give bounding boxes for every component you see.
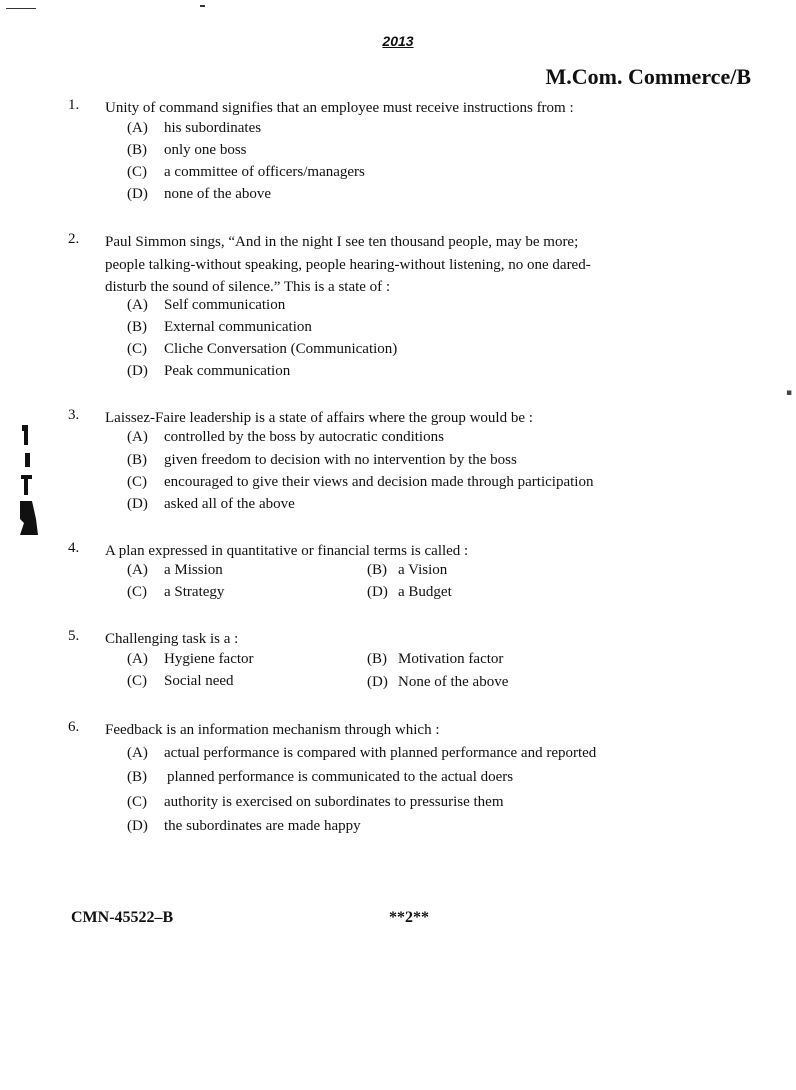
option-a <box>127 562 223 579</box>
option-text: a Mission <box>164 562 223 578</box>
option-label: (B) <box>127 319 147 335</box>
option-c <box>127 164 365 181</box>
option-text: Hygiene factor <box>164 651 254 667</box>
question-text: A plan expressed in quantitative or financial terms is called : <box>105 543 469 559</box>
option-text: the subordinates are made happy <box>164 818 361 834</box>
option-label: (B) <box>127 452 147 468</box>
option-label: (B) <box>127 142 147 158</box>
option-b <box>367 562 447 579</box>
option-d <box>127 363 290 380</box>
option-label: (B) <box>127 769 147 785</box>
option-label: (D) <box>367 584 388 600</box>
option-a <box>127 745 596 762</box>
option-label: (A) <box>127 562 148 578</box>
option-text: controlled by the boss by autocratic conditions <box>164 429 444 445</box>
option-text: a committee of officers/managers <box>164 164 365 180</box>
option-text: Motivation factor <box>398 651 504 667</box>
scan-artifact-line <box>6 8 36 9</box>
option-c <box>127 474 593 491</box>
option-b <box>367 651 503 668</box>
option-b <box>127 452 517 469</box>
option-label: (A) <box>127 297 148 313</box>
option-text: asked all of the above <box>164 496 295 512</box>
option-c <box>127 584 224 601</box>
option-label: (C) <box>127 584 147 600</box>
option-label: (D) <box>367 674 388 690</box>
question-text: Paul Simmon sings, “And in the night I see ten thousand people, may be more; people talking-without speaking, people hearing-without listening, no one dared-disturb the sound of silence.” This is a state of : <box>105 234 591 295</box>
scan-artifact-dot <box>200 5 205 7</box>
option-label: (A) <box>127 745 148 761</box>
exam-year: 2013 <box>382 33 414 49</box>
option-text: a Budget <box>398 584 452 600</box>
option-label: (A) <box>127 429 148 445</box>
option-d <box>367 584 452 601</box>
question-number: 1. <box>68 97 80 113</box>
question-number: 2. <box>68 231 80 247</box>
option-text: none of the above <box>164 186 272 202</box>
option-label: (D) <box>127 363 148 379</box>
option-label: (C) <box>127 673 147 689</box>
option-a <box>127 429 444 446</box>
question-number: 4. <box>68 540 80 556</box>
option-label: (C) <box>127 164 147 180</box>
option-label: (D) <box>127 186 148 202</box>
option-b <box>127 142 247 159</box>
option-text: External communication <box>164 319 312 335</box>
option-label: (C) <box>127 474 147 490</box>
option-text: Peak communication <box>164 363 291 379</box>
option-c <box>127 673 234 690</box>
page-number: **2** <box>389 909 429 926</box>
option-text: None of the above <box>398 674 509 690</box>
question-text: Feedback is an information mechanism through which : <box>105 722 440 738</box>
question-number: 6. <box>68 719 80 735</box>
option-label: (D) <box>127 818 148 834</box>
option-c <box>127 341 397 358</box>
paper-code: CMN-45522–B <box>71 909 174 926</box>
option-text: a Vision <box>398 562 448 578</box>
option-label: (A) <box>127 651 148 667</box>
option-label: (B) <box>367 651 387 667</box>
scan-artifact-right: ▪ <box>786 388 793 398</box>
option-text: only one boss <box>164 142 247 158</box>
course-title: M.Com. Commerce/B <box>545 64 751 89</box>
option-text: given freedom to decision with no intervention by the boss <box>164 452 517 468</box>
option-text: authority is exercised on subordinates to pressurise them <box>164 794 504 810</box>
option-d <box>127 818 361 835</box>
option-text: Self communication <box>164 297 286 313</box>
option-text: actual performance is compared with planned performance and reported <box>164 745 597 761</box>
option-b <box>127 769 513 786</box>
option-d <box>127 496 295 513</box>
option-label: (A) <box>127 120 148 136</box>
option-d <box>127 186 271 203</box>
question-text: Laissez-Faire leadership is a state of affairs where the group would be : <box>105 410 533 426</box>
option-d <box>367 674 508 691</box>
question-text: Unity of command signifies that an employee must receive instructions from : <box>105 100 574 116</box>
option-b <box>127 319 312 336</box>
option-label: (D) <box>127 496 148 512</box>
question-text: Challenging task is a : <box>105 631 239 647</box>
option-label: (C) <box>127 341 147 357</box>
scan-artifact-side-mark <box>18 423 40 535</box>
question-number: 5. <box>68 628 80 644</box>
option-text: Social need <box>164 673 234 689</box>
option-label: (B) <box>367 562 387 578</box>
option-a <box>127 651 254 668</box>
option-text: encouraged to give their views and decision made through participation <box>164 474 594 490</box>
option-label: (C) <box>127 794 147 810</box>
option-a <box>127 297 285 314</box>
option-text: planned performance is communicated to the actual doers <box>167 769 514 785</box>
option-text: a Strategy <box>164 584 225 600</box>
option-c <box>127 794 504 811</box>
option-text: his subordinates <box>164 120 262 136</box>
option-text: Cliche Conversation (Communication) <box>164 341 398 357</box>
question-number: 3. <box>68 407 80 423</box>
option-a <box>127 120 261 137</box>
